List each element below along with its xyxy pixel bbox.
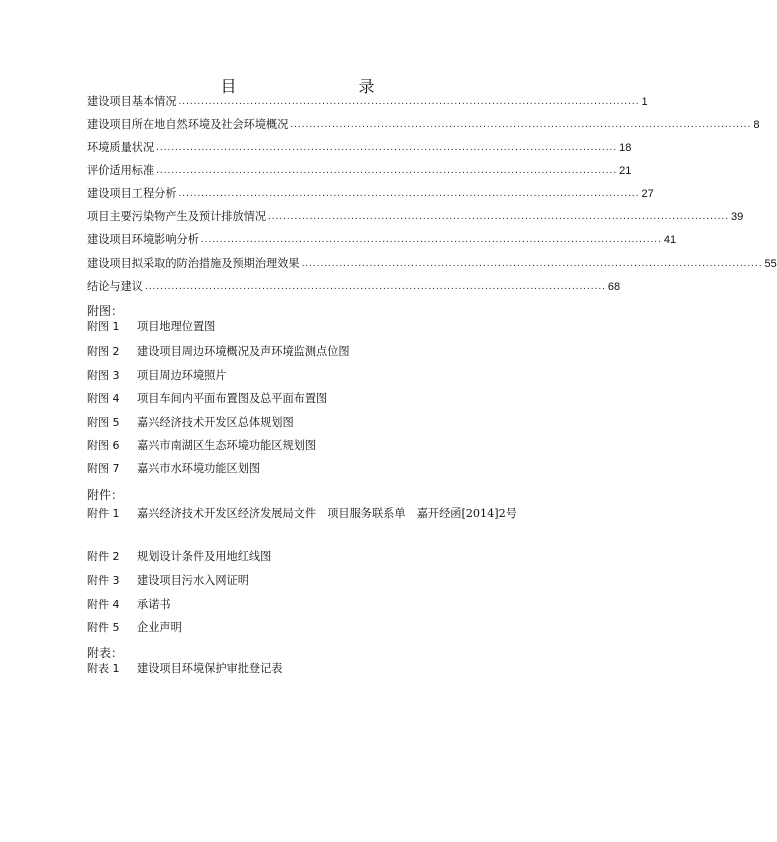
attachment-name: 企业声明 xyxy=(137,621,182,634)
attachment-code: 附件 1 xyxy=(87,507,120,520)
toc-entry[interactable] xyxy=(87,164,632,178)
toc-label: 建设项目基本情况 xyxy=(87,95,177,108)
figure-code: 附图 2 xyxy=(87,345,120,358)
figure-name: 嘉兴市水环境功能区划图 xyxy=(137,462,261,475)
attachment-item xyxy=(87,620,182,636)
toc-leader: .......................................................................................................................... xyxy=(200,234,662,245)
toc-label: 建设项目环境影响分析 xyxy=(87,233,199,246)
table-item xyxy=(87,661,282,677)
toc-page: 8 xyxy=(753,119,760,131)
toc-leader: .......................................................................................................................... xyxy=(290,119,752,130)
toc-entry[interactable] xyxy=(87,233,677,247)
figure-item xyxy=(87,461,260,477)
figure-code: 附图 6 xyxy=(87,439,120,452)
attachment-code: 附件 2 xyxy=(87,550,120,563)
toc-entry[interactable] xyxy=(87,95,648,109)
page-title: 目 录 xyxy=(220,77,405,96)
attachments-heading: 附件： xyxy=(87,488,124,502)
attachment-code: 附件 4 xyxy=(87,598,120,611)
attachment-name: 建设项目污水入网证明 xyxy=(137,574,249,587)
attachment-item xyxy=(87,549,271,565)
figure-item xyxy=(87,438,316,454)
attachment-code: 附件 5 xyxy=(87,621,120,634)
attachment-item xyxy=(87,597,171,613)
figure-name: 建设项目周边环境概况及声环境监测点位图 xyxy=(137,345,350,358)
toc-label: 项目主要污染物产生及预计排放情况 xyxy=(87,210,267,223)
toc-page: 1 xyxy=(641,96,648,108)
toc-leader: .......................................................................................................................... xyxy=(268,211,729,222)
figure-code: 附图 1 xyxy=(87,320,120,333)
toc-page: 41 xyxy=(663,234,677,246)
figure-code: 附图 3 xyxy=(87,369,120,382)
toc-label: 建设项目工程分析 xyxy=(87,187,177,200)
attachment-name: 嘉兴经济技术开发区经济发展局文件 项目服务联系单 嘉开经函[2014]2号 xyxy=(137,507,517,520)
toc-page: 39 xyxy=(730,211,744,223)
figure-name: 项目地理位置图 xyxy=(137,320,216,333)
toc-page: 21 xyxy=(619,165,632,177)
toc-entry[interactable] xyxy=(87,280,621,294)
toc-label: 结论与建议 xyxy=(87,280,143,293)
figure-name: 项目车间内平面布置图及总平面布置图 xyxy=(137,392,328,405)
figure-item xyxy=(87,391,327,407)
attachment-item xyxy=(87,503,533,525)
attachment-code: 附件 3 xyxy=(87,574,120,587)
toc-label: 建设项目所在地自然环境及社会环境概况 xyxy=(87,118,289,131)
toc-leader: .......................................................................................................................... xyxy=(156,142,618,153)
table-name: 建设项目环境保护审批登记表 xyxy=(137,662,283,675)
toc-label: 评价适用标准 xyxy=(87,164,155,177)
figure-item xyxy=(87,344,350,360)
figure-name: 嘉兴经济技术开发区总体规划图 xyxy=(137,416,294,429)
toc-leader: .......................................................................................................................... xyxy=(301,258,763,269)
toc-label: 环境质量状况 xyxy=(87,141,155,154)
toc-entry[interactable] xyxy=(87,210,744,224)
tables-heading: 附表： xyxy=(87,646,124,660)
toc-page: 68 xyxy=(607,281,621,293)
figure-item xyxy=(87,368,227,384)
toc-entry[interactable] xyxy=(87,187,654,201)
figure-name: 项目周边环境照片 xyxy=(137,369,227,382)
attachment-item xyxy=(87,573,249,589)
figure-item xyxy=(87,415,294,431)
toc-page: 55 xyxy=(764,258,777,270)
figures-heading: 附图： xyxy=(87,304,124,318)
toc-entry[interactable] xyxy=(87,141,632,155)
figure-code: 附图 7 xyxy=(87,462,120,475)
toc-leader: .......................................................................................................................... xyxy=(178,96,640,107)
toc-page: 18 xyxy=(619,142,632,154)
table-code: 附表 1 xyxy=(87,662,120,675)
toc-leader: .......................................................................................................................... xyxy=(178,188,640,199)
figure-code: 附图 4 xyxy=(87,392,120,405)
figure-code: 附图 5 xyxy=(87,416,120,429)
toc-leader: .......................................................................................................................... xyxy=(156,165,618,176)
attachment-name: 承诺书 xyxy=(137,598,171,611)
toc-leader: .......................................................................................................................... xyxy=(144,281,606,292)
figure-name: 嘉兴市南湖区生态环境功能区规划图 xyxy=(137,439,317,452)
attachment-name: 规划设计条件及用地红线图 xyxy=(137,550,272,563)
figure-item xyxy=(87,319,215,335)
toc-page: 27 xyxy=(641,188,654,200)
toc-entry[interactable] xyxy=(87,118,760,132)
toc-label: 建设项目拟采取的防治措施及预期治理效果 xyxy=(87,257,300,270)
toc-entry[interactable] xyxy=(87,257,777,271)
